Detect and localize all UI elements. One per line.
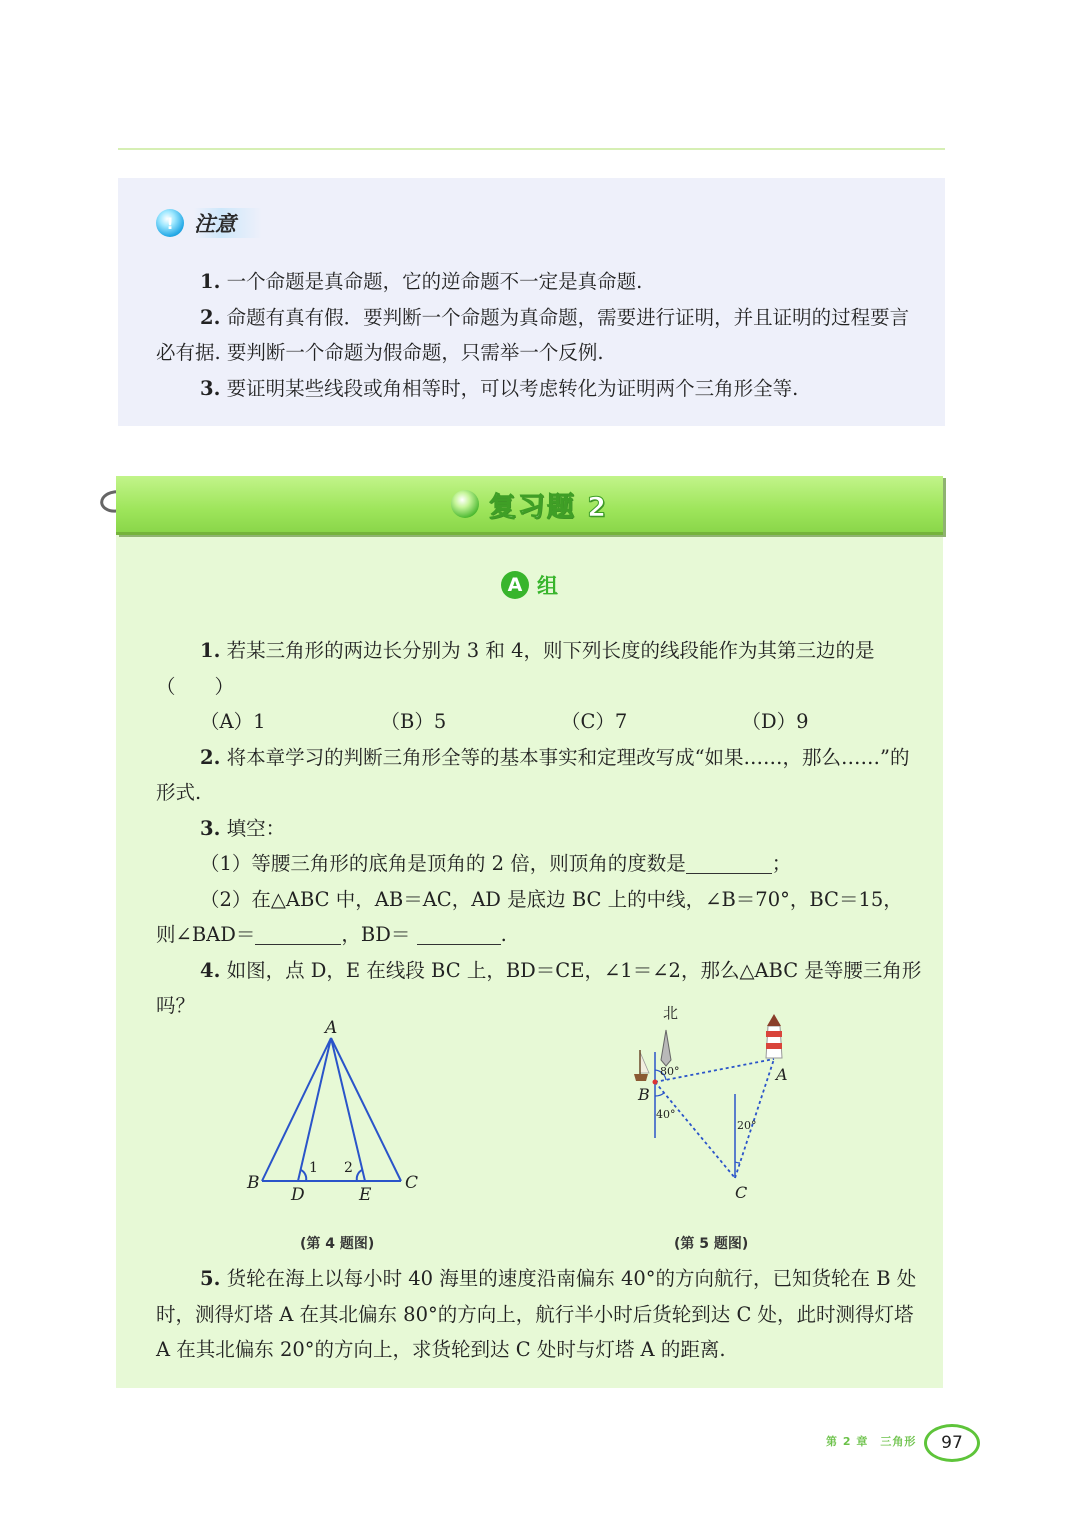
chapter-label: 第 2 章 三角形 — [826, 1435, 917, 1448]
fig5-angle-20-arc — [735, 1162, 740, 1163]
figure-4-caption: (第 4 题图) — [300, 1236, 375, 1252]
group-heading — [116, 570, 943, 600]
question-4: 4. 如图，点 D，E 在线段 BC 上，BD＝CE，∠1＝∠2，那么△ABC 是等腰三角形吗？ — [156, 958, 922, 1017]
figure-4 — [236, 1016, 556, 1206]
lighthouse-icon — [766, 1014, 782, 1058]
question-3-part-2: （2）在△ABC 中，AB＝AC，AD 是底边 BC 上的中线，∠B＝70°，BC＝15，则∠BAD＝ ，BD＝ . — [156, 887, 903, 946]
fig4-label-c: C — [405, 1173, 419, 1193]
fig4-label-1: 1 — [309, 1160, 318, 1176]
choice-a: （A）1 — [200, 710, 266, 733]
question-3: 3. 填空： — [200, 816, 286, 840]
fig5-label-c: C — [735, 1183, 748, 1202]
fig5-angle-40-arc — [655, 1093, 664, 1096]
question-3-part-1: （1）等腰三角形的底角是顶角的 2 倍，则顶角的度数是 ； — [156, 846, 922, 882]
fig4-side-ac — [331, 1038, 401, 1181]
fig5-label-a: A — [776, 1065, 788, 1084]
questions-upper — [156, 633, 922, 1024]
fig5-label-80: 80° — [660, 1065, 680, 1078]
questions-lower — [156, 1261, 922, 1368]
north-arrow-icon — [661, 1030, 671, 1066]
fig5-point-b — [653, 1080, 658, 1085]
note-title: 注意 — [194, 208, 262, 238]
info-icon: ! — [156, 209, 184, 237]
choice-c: （C）7 — [561, 710, 628, 733]
fig4-angle-2-arc — [357, 1170, 362, 1181]
fig4-side-ab — [262, 1038, 331, 1181]
review-title: 复习题 2 — [488, 491, 609, 523]
review-header — [116, 476, 943, 535]
note-list — [156, 264, 922, 406]
choice-b: （B）5 — [380, 710, 447, 733]
question-2: 2. 将本章学习的判断三角形全等的基本事实和定理改写成“如果……，那么……”的形式. — [156, 745, 910, 804]
answer-blank — [255, 920, 341, 945]
fig4-label-2: 2 — [344, 1160, 353, 1176]
choice-d: （D）9 — [741, 710, 809, 733]
fig5-label-north: 北 — [663, 1004, 679, 1022]
fig4-label-d: D — [291, 1185, 305, 1205]
page-number: 97 — [924, 1424, 980, 1462]
note-item: 2. 命题有真有假．要判断一个命题为真命题，需要进行证明，并且证明的过程要言必有据. 要判断一个命题为假命题，只需举一个反例. — [156, 305, 910, 364]
fig4-label-a: A — [325, 1018, 338, 1038]
green-ball-icon — [451, 490, 479, 518]
question-5: 5. 货轮在海上以每小时 40 海里的速度沿南偏东 40°的方向航行，已知货轮在 B 处时，测得灯塔 A 在其北偏东 80°的方向上，航行半小时后货轮到达 C 处，此时测得灯塔 A 在其北偏东 20°的方向上，求货轮到达 C 处时与灯塔 A 的距离. — [156, 1267, 917, 1361]
fig5-label-b: B — [638, 1085, 650, 1104]
note-item: 1. 一个命题是真命题，它的逆命题不一定是真命题. — [200, 270, 643, 293]
fig5-label-40: 40° — [656, 1108, 676, 1121]
fig4-label-e: E — [359, 1185, 372, 1205]
fig5-segment-bc — [655, 1082, 735, 1178]
note-item: 3. 要证明某些线段或角相等时，可以考虑转化为证明两个三角形全等. — [200, 376, 799, 400]
note-header — [156, 206, 262, 240]
group-badge: A — [501, 571, 529, 599]
note-box — [118, 178, 945, 426]
figure-5-caption: (第 5 题图) — [674, 1236, 749, 1252]
fig4-label-b: B — [247, 1173, 260, 1193]
answer-blank — [686, 849, 772, 874]
figure-5 — [616, 998, 836, 1228]
fig4-angle-1-arc — [301, 1170, 306, 1181]
question-1: 1. 若某三角形的两边长分别为 3 和 4，则下列长度的线段能作为其第三边的是（ ） — [156, 639, 875, 698]
group-label: 组 — [537, 574, 558, 598]
q1-choices — [156, 704, 922, 740]
ship-icon — [634, 1050, 649, 1081]
fig5-label-20: 20° — [737, 1119, 757, 1132]
top-divider — [118, 148, 945, 150]
answer-blank — [417, 920, 501, 945]
review-section — [116, 476, 943, 1388]
page-footer — [826, 1424, 986, 1458]
